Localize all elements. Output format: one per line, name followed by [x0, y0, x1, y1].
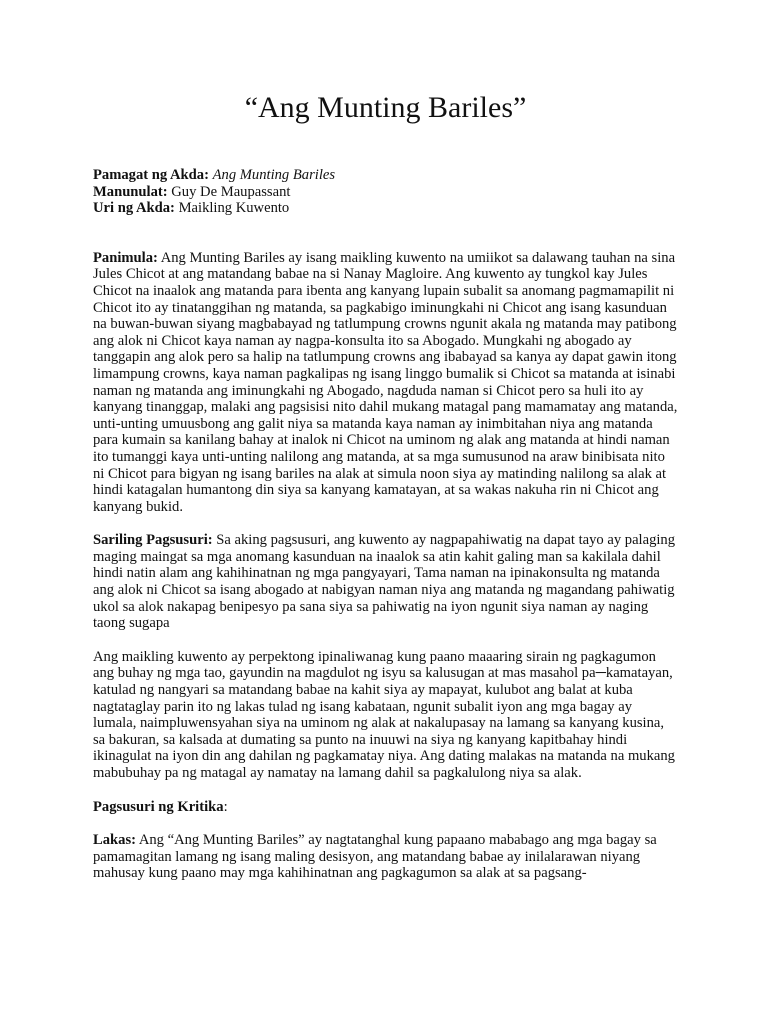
manunulat-value: Guy De Maupassant	[171, 183, 291, 200]
document-title: “Ang Munting Bariles”	[244, 91, 527, 124]
manunulat-label: Manunulat:	[93, 183, 168, 200]
lakas-label: Lakas:	[93, 832, 136, 849]
pagsusuri-kritika-colon: :	[223, 798, 228, 815]
panimula-label: Panimula:	[93, 249, 158, 266]
panimula-text: Ang Munting Bariles ay isang maikling kuwento na umiikot sa dalawang tauhan na sina Jules Chicot at ang matandang babae na si Nanay Magloire. Ang kuwento ay tungkol kay Jules Chicot na inaalok ang matanda para ibenta ang kanyang lupain subalit sa anomang pagmamapilit ni Chicot ito ay tinatanggihan ng matanda, sa pagkabigo iminungkahi ni Chicot ang isang kasunduan na buwan-buwan siyang magbabayad ng tatlumpung crowns ngunit akala ng matanda may patibong ang alok ni Chicot kaya naman ay nagpa-konsulta ito sa Abogado. Mungkahi ng abogado ay tanggapin ang alok pero sa halip na tatlumpung crowns ang ibabayad sa kanya ay dapat gawin itong limampung crowns, kaya naman pagkalipas ng isang linggo bumalik si Chicot sa matanda at isinabi naman ng matanda ang iminungkahi ng Abogado, nagduda naman si Chicot pero sa huli ito ay kanyang tinanggap, malaki ang pagsisisi nito dahil mukang matagal pang mamamatay ang matanda, unti-unting umuusbong ang galit niya sa matanda kaya naman ay inimbitahan niya ang matanda para kumain sa kanilang bahay at inalok ni Chicot na uminom ng alak ang matanda at hindi naman ito tumanggi kaya unti-unting nalilong ang matanda, at sa mga sumusunod na araw binibisata nito ni Chicot para bigyan ng isang bariles na alak at simula noon siya ay matinding nalilong sa alak at hindi katagalan humantong din siya sa kanyang kamatayan, at sa wakas nakuha rin ni Chicot ang kanyang bukid.	[93, 249, 678, 515]
lakas-paragraph	[93, 832, 678, 882]
pamagat-value: Ang Munting Bariles	[212, 167, 336, 183]
sariling-pagsusuri-paragraph	[93, 532, 678, 632]
meta-pamagat	[93, 167, 678, 184]
maikling-kuwento-paragraph: Ang maikling kuwento ay perpektong ipinaliwanag kung paano maaaring sirain ng pagkagumon ang buhay ng mga tao, gayundin na magdulot ng isyu sa kalusugan at mas masahol pa─kamatayan, katulad ng nangyari sa matandang babae na kahit siya ay mapayat, kulubot ang balat at kuba nagtataglay parin ito ng lakas tulad ng isang kabataan, ngunit subalit iyon ang mga bagay ay lumala, naimpluwensyahan siya na uminom ng alak at nakalupasay na lamang sa kanyang kusina, sa bakuran, sa kalsada at dumating sa punto na inuuwi na siya ng kanyang kapitbahay hindi ikinagulat na iyon din ang dahilan ng pagkamatay niya. Ang dating malakas na matanda na mukang mabubuhay pa ng matagal ay namatay na lamang dahil sa pagkalulong niya sa alak.	[93, 648, 675, 781]
sariling-pagsusuri-text: Sa aking pagsusuri, ang kuwento ay nagpapahiwatig na dapat tayo ay palaging maging maingat sa mga anomang kasunduan na inaalok sa atin kahit galing man sa kakilala dahil hindi natin alam ang kahihinatnan ng mga pangyayari, Tama naman na ipinakonsulta ng matanda ang alok ni Chicot sa isang abogado at nabigyan naman niya ang matanda ng magandang pahiwatig ukol sa alok nakapag benipesyo pa sana siya sa pahiwatig na iyon ngunit siya naman ay naging taong sugapa	[93, 532, 676, 632]
lakas-text: Ang “Ang Munting Bariles” ay nagtatanghal kung papaano mababago ang mga bagay sa pamamagitan lamang ng isang maling desisyon, ang matandang babae ay inilalarawan niyang mahusay kung paano may mga kahihinatnan ang pagkagumon sa alak at sa pagsang-	[93, 832, 657, 882]
pagsusuri-kritika-label: Pagsusuri ng Kritika	[93, 798, 224, 815]
uri-value: Maikling Kuwento	[178, 200, 290, 217]
document-page	[93, 0, 678, 882]
uri-label: Uri ng Akda:	[93, 200, 175, 217]
meta-manunulat	[93, 184, 678, 201]
sariling-pagsusuri-label: Sariling Pagsusuri:	[93, 532, 213, 549]
meta-uri	[93, 200, 678, 217]
panimula-paragraph	[93, 250, 678, 516]
document-meta	[93, 167, 678, 217]
pamagat-label: Pamagat ng Akda:	[93, 167, 209, 183]
pagsusuri-kritika-heading	[93, 799, 678, 816]
